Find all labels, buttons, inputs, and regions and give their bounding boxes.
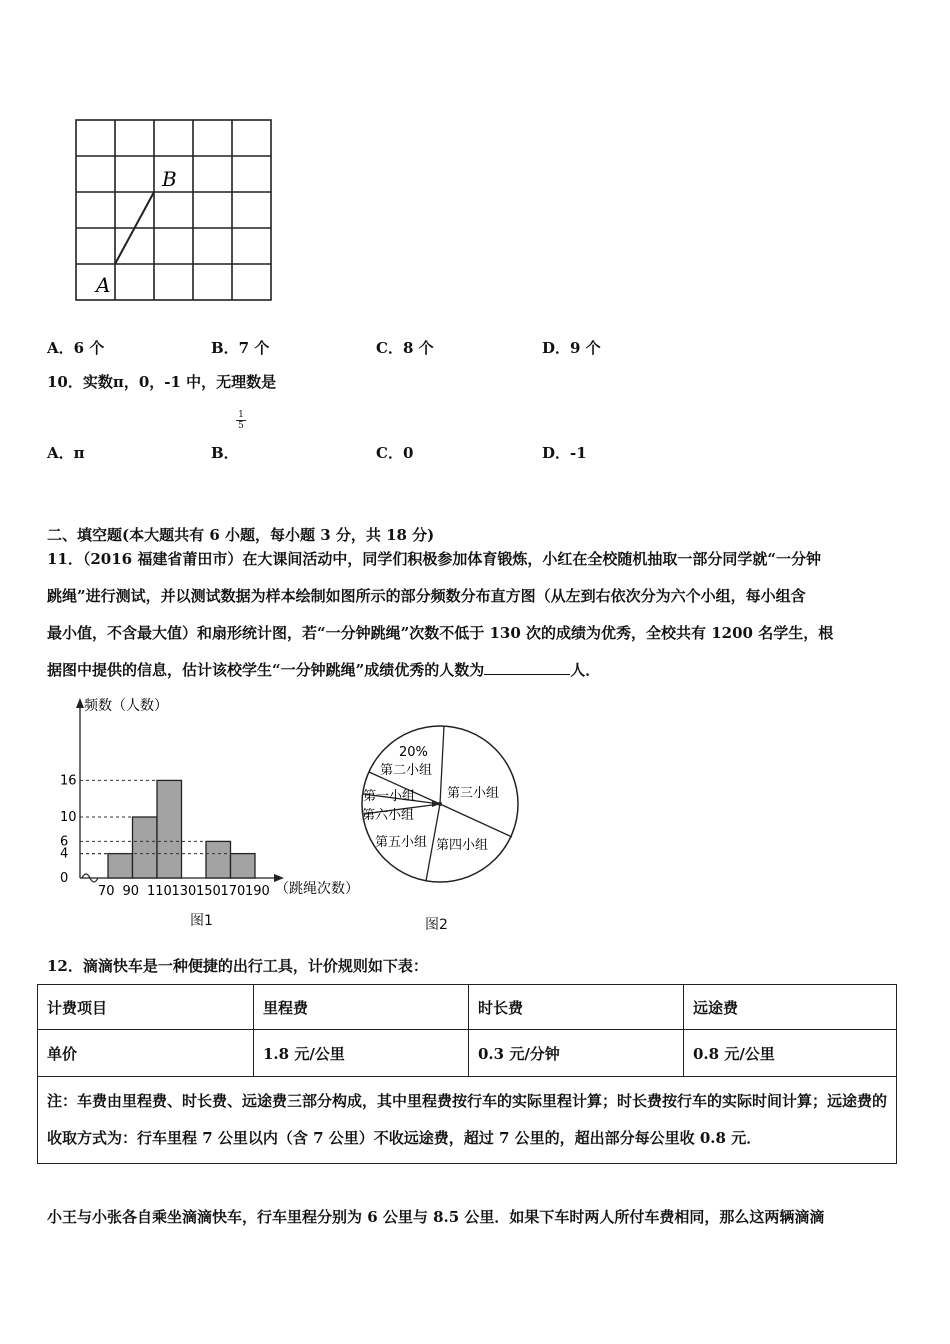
x-tick-label: 110 — [147, 884, 172, 899]
fare-table-note-row — [38, 1077, 897, 1164]
histogram-bar — [231, 854, 256, 878]
q9-option-b[interactable]: B．7 个 — [211, 339, 270, 357]
q9-option-a[interactable]: A．6 个 — [47, 339, 105, 357]
y-axis-arrow — [76, 698, 84, 708]
header-cell-longdistance: 远途费 — [684, 985, 897, 1030]
pie-label-group-6: 第六小组 — [362, 808, 415, 823]
histogram-x-label: （跳绳次数） — [275, 881, 359, 897]
price-cell-longdistance: 0.8 元/公里 — [684, 1030, 897, 1077]
pie-chart — [355, 724, 525, 889]
q11-line-3: 最小值，不含最大值）和扇形统计图，若“一分钟跳绳”次数不低于 130 次的成绩为优秀，全校共有 1200 名学生，根 — [47, 624, 834, 642]
header-cell-item: 计费项目 — [38, 985, 254, 1030]
pie-label-group-1: 第一小组 — [363, 789, 416, 804]
point-b-label: B — [162, 167, 177, 191]
q12-stem: 12．滴滴快车是一种便捷的出行工具，计价规则如下表： — [47, 957, 428, 975]
section-heading: 二、填空题(本大题共有 6 小题，每小题 3 分，共 18 分) — [47, 526, 435, 544]
price-cell-label: 单价 — [38, 1030, 254, 1077]
q10-option-b[interactable]: B． — [211, 444, 239, 462]
fraction-numerator: 1 — [238, 410, 244, 420]
q9-option-c[interactable]: C．8 个 — [376, 339, 434, 357]
fare-note: 注：车费由里程费、时长费、远途费三部分构成，其中里程费按行车的实际里程计算；时长费按行车的实际时间计算；远途费的收取方式为：行车里程 7 公里以内（含 7 公里）不收远途费，超过 7 公里的，超出部分每公里收 0.8 元． — [38, 1077, 897, 1164]
histogram-bar — [206, 841, 231, 878]
pie-label-group-3: 第三小组 — [447, 786, 500, 801]
q10-option-d[interactable]: D．-1 — [542, 444, 587, 462]
histogram-bar — [157, 780, 182, 878]
pie-label-group-5: 第五小组 — [375, 835, 428, 850]
y-tick-label: 10 — [60, 810, 77, 825]
y-tick-label: 16 — [60, 773, 77, 789]
histogram-y-label: 频数（人数） — [84, 698, 168, 714]
x-tick-label: 190 — [245, 884, 270, 899]
figure-2-caption: 图2 — [425, 917, 448, 933]
q10-option-a[interactable]: A．π — [47, 444, 85, 462]
x-tick-label: 150 — [196, 884, 221, 899]
q11-line-1: 11．（2016 福建省莆田市）在大课间活动中，同学们积极参加体育锻炼，小红在全校随机抽取一部分同学就“一分钟 — [47, 550, 821, 568]
histogram-bar — [108, 854, 133, 878]
histogram-chart — [50, 690, 370, 905]
fraction-denominator: 5 — [236, 420, 246, 431]
q10-stem: 10．实数π，0，-1 中，无理数是 — [47, 373, 277, 391]
pie-label-group-2: 第二小组 — [380, 763, 433, 778]
x-tick-label: 130 — [171, 884, 197, 899]
q11-line-4-text: 据图中提供的信息，估计该校学生“一分钟跳绳”成绩优秀的人数为 — [47, 661, 485, 679]
q12-tail: 小王与小张各自乘坐滴滴快车，行车里程分别为 6 公里与 8.5 公里．如果下车时两人所付车费相同，那么这两辆滴滴 — [47, 1208, 825, 1226]
q11-text — [47, 541, 897, 689]
fare-table — [37, 984, 897, 1164]
grid-figure — [70, 114, 340, 306]
q10-fraction — [236, 410, 246, 431]
header-cell-duration: 时长费 — [469, 985, 684, 1030]
pie-percent-group-2: 20% — [399, 745, 428, 760]
answer-blank[interactable] — [484, 660, 570, 675]
point-a-label: A — [96, 273, 111, 297]
pie-label-group-4: 第四小组 — [436, 838, 489, 853]
x-tick-label: 70 — [98, 884, 115, 899]
header-cell-mileage: 里程费 — [254, 985, 469, 1030]
y-tick-label: 6 — [60, 834, 69, 850]
q11-line-4 — [47, 652, 897, 689]
price-cell-duration: 0.3 元/分钟 — [469, 1030, 684, 1077]
pie-center-dot — [438, 802, 442, 806]
x-tick-label: 90 — [122, 884, 140, 899]
fare-table-header-row — [38, 985, 897, 1030]
figure-1-caption: 图1 — [190, 913, 213, 929]
histogram-bar — [133, 817, 158, 878]
y-tick-label: 0 — [60, 871, 69, 886]
q11-line-4-end: 人． — [570, 661, 601, 679]
q11-line-2: 跳绳”进行测试，并以测试数据为样本绘制如图所示的部分频数分布直方图（从左到右依次分为六个小组，每小组含 — [47, 587, 806, 605]
q9-option-d[interactable]: D．9 个 — [542, 339, 601, 357]
x-tick-label: 170 — [220, 884, 246, 899]
q10-option-c[interactable]: C．0 — [376, 444, 414, 462]
y-tick-label: 4 — [60, 846, 69, 862]
fare-table-price-row — [38, 1030, 897, 1077]
price-cell-mileage: 1.8 元/公里 — [254, 1030, 469, 1077]
